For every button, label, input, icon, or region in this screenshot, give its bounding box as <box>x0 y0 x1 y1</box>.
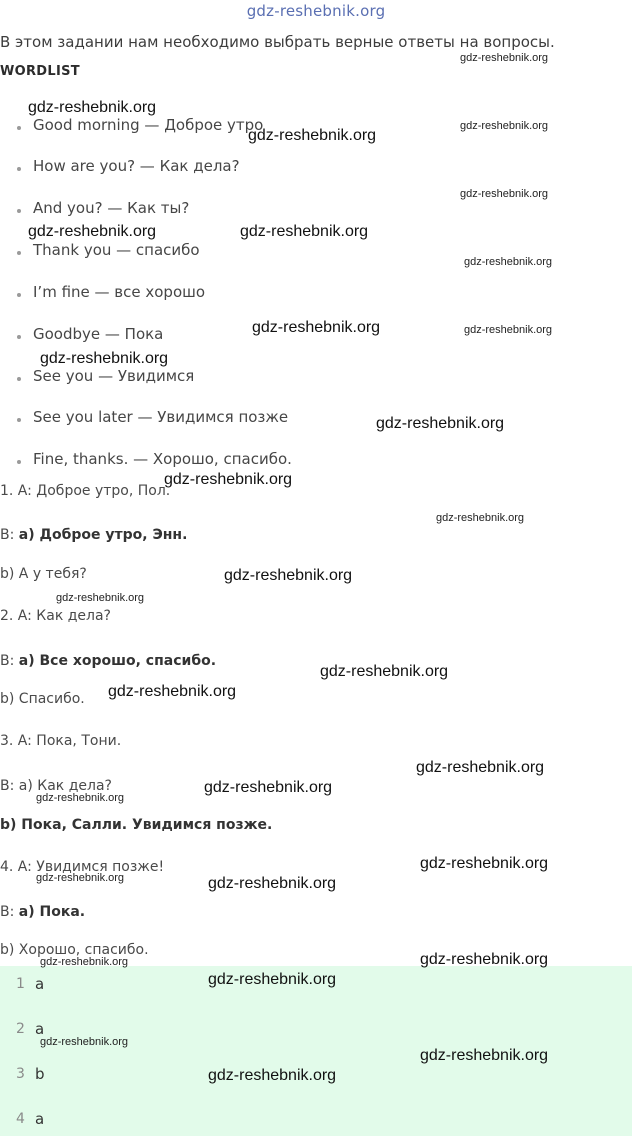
bullet-icon <box>17 126 21 130</box>
watermark: gdz-reshebnik.org <box>252 319 381 336</box>
bullet-icon <box>17 293 21 297</box>
dialogue-answer-a <box>0 650 216 669</box>
watermark: gdz-reshebnik.org <box>420 951 549 968</box>
watermark: gdz-reshebnik.org <box>208 1067 337 1084</box>
speaker-b-label: B: <box>0 904 19 920</box>
dialogue-answer-a <box>0 524 187 543</box>
wordlist-title: WORDLIST <box>0 64 80 79</box>
watermark: gdz-reshebnik.org <box>416 759 545 776</box>
answer-value: b <box>35 1065 45 1083</box>
bullet-icon <box>17 209 21 213</box>
wordlist-item: Thank you — спасибо <box>33 241 200 259</box>
task-intro: В этом задании нам необходимо выбрать верные ответы на вопросы. <box>0 33 555 51</box>
watermark: gdz-reshebnik.org <box>56 592 145 604</box>
answer-number: 1 <box>16 976 25 992</box>
answer-value: a <box>35 1020 45 1038</box>
bullet-icon <box>17 335 21 339</box>
dialogue-answer-b: b) Пока, Салли. Увидимся позже. <box>0 817 273 833</box>
watermark: gdz-reshebnik.org <box>240 223 369 240</box>
wordlist-item: Good morning — Доброе утро <box>33 116 264 134</box>
bullet-icon <box>17 377 21 381</box>
dialogue-question: 3. A: Пока, Тони. <box>0 733 122 749</box>
watermark: gdz-reshebnik.org <box>320 663 449 680</box>
dialogue-answer-b: b) А у тебя? <box>0 566 87 582</box>
site-name-header: gdz-reshebnik.org <box>246 2 386 20</box>
wordlist-item: Fine, thanks. — Хорошо, спасибо. <box>33 450 292 468</box>
option-a-text: a) Пока. <box>18 904 86 920</box>
watermark: gdz-reshebnik.org <box>208 971 337 988</box>
answer-number: 3 <box>16 1066 25 1082</box>
watermark: gdz-reshebnik.org <box>208 875 337 892</box>
watermark: gdz-reshebnik.org <box>164 471 293 488</box>
speaker-b-label: B: <box>0 527 19 543</box>
answer-number: 2 <box>16 1021 25 1037</box>
watermark: gdz-reshebnik.org <box>248 127 377 144</box>
watermark: gdz-reshebnik.org <box>40 956 129 968</box>
wordlist-item: Goodbye — Пока <box>33 325 164 343</box>
dialogue-question: 4. A: Увидимся позже! <box>0 859 165 875</box>
watermark: gdz-reshebnik.org <box>460 188 549 200</box>
watermark: gdz-reshebnik.org <box>460 52 549 64</box>
watermark: gdz-reshebnik.org <box>376 415 505 432</box>
option-a-text: a) Все хорошо, спасибо. <box>18 653 217 669</box>
speaker-b-label: B: <box>0 778 19 794</box>
watermark: gdz-reshebnik.org <box>464 324 553 336</box>
dialogue-answer-b: b) Спасибо. <box>0 691 85 707</box>
speaker-b-label: B: <box>0 653 19 669</box>
wordlist-item: And you? — Как ты? <box>33 199 190 217</box>
watermark: gdz-reshebnik.org <box>420 855 549 872</box>
answer-number: 4 <box>16 1111 25 1127</box>
watermark: gdz-reshebnik.org <box>40 1036 129 1048</box>
dialogue-answer-a <box>0 901 85 920</box>
watermark: gdz-reshebnik.org <box>460 120 549 132</box>
watermark: gdz-reshebnik.org <box>464 256 553 268</box>
watermark: gdz-reshebnik.org <box>204 779 333 796</box>
bullet-icon <box>17 167 21 171</box>
wordlist-item: I’m fine — все хорошо <box>33 283 206 301</box>
watermark: gdz-reshebnik.org <box>36 872 125 884</box>
wordlist-item: See you later — Увидимся позже <box>33 408 289 426</box>
watermark: gdz-reshebnik.org <box>28 99 157 116</box>
watermark: gdz-reshebnik.org <box>40 350 169 367</box>
bullet-icon <box>17 251 21 255</box>
answer-value: a <box>35 1110 45 1128</box>
dialogue-answer-b: b) Хорошо, спасибо. <box>0 942 149 958</box>
watermark: gdz-reshebnik.org <box>436 512 525 524</box>
watermark: gdz-reshebnik.org <box>108 683 237 700</box>
bullet-icon <box>17 418 21 422</box>
watermark: gdz-reshebnik.org <box>420 1047 549 1064</box>
wordlist-item: See you — Увидимся <box>33 367 195 385</box>
watermark: gdz-reshebnik.org <box>36 792 125 804</box>
option-a-text: a) Как дела? <box>18 778 112 794</box>
watermark: gdz-reshebnik.org <box>224 567 353 584</box>
answer-value: a <box>35 975 45 993</box>
dialogue-question: 2. A: Как дела? <box>0 608 111 624</box>
option-a-text: a) Доброе утро, Энн. <box>18 527 188 543</box>
wordlist-item: How are you? — Как дела? <box>33 157 240 175</box>
dialogue-question: 1. A: Доброе утро, Пол. <box>0 483 171 499</box>
bullet-icon <box>17 460 21 464</box>
watermark: gdz-reshebnik.org <box>28 223 157 240</box>
